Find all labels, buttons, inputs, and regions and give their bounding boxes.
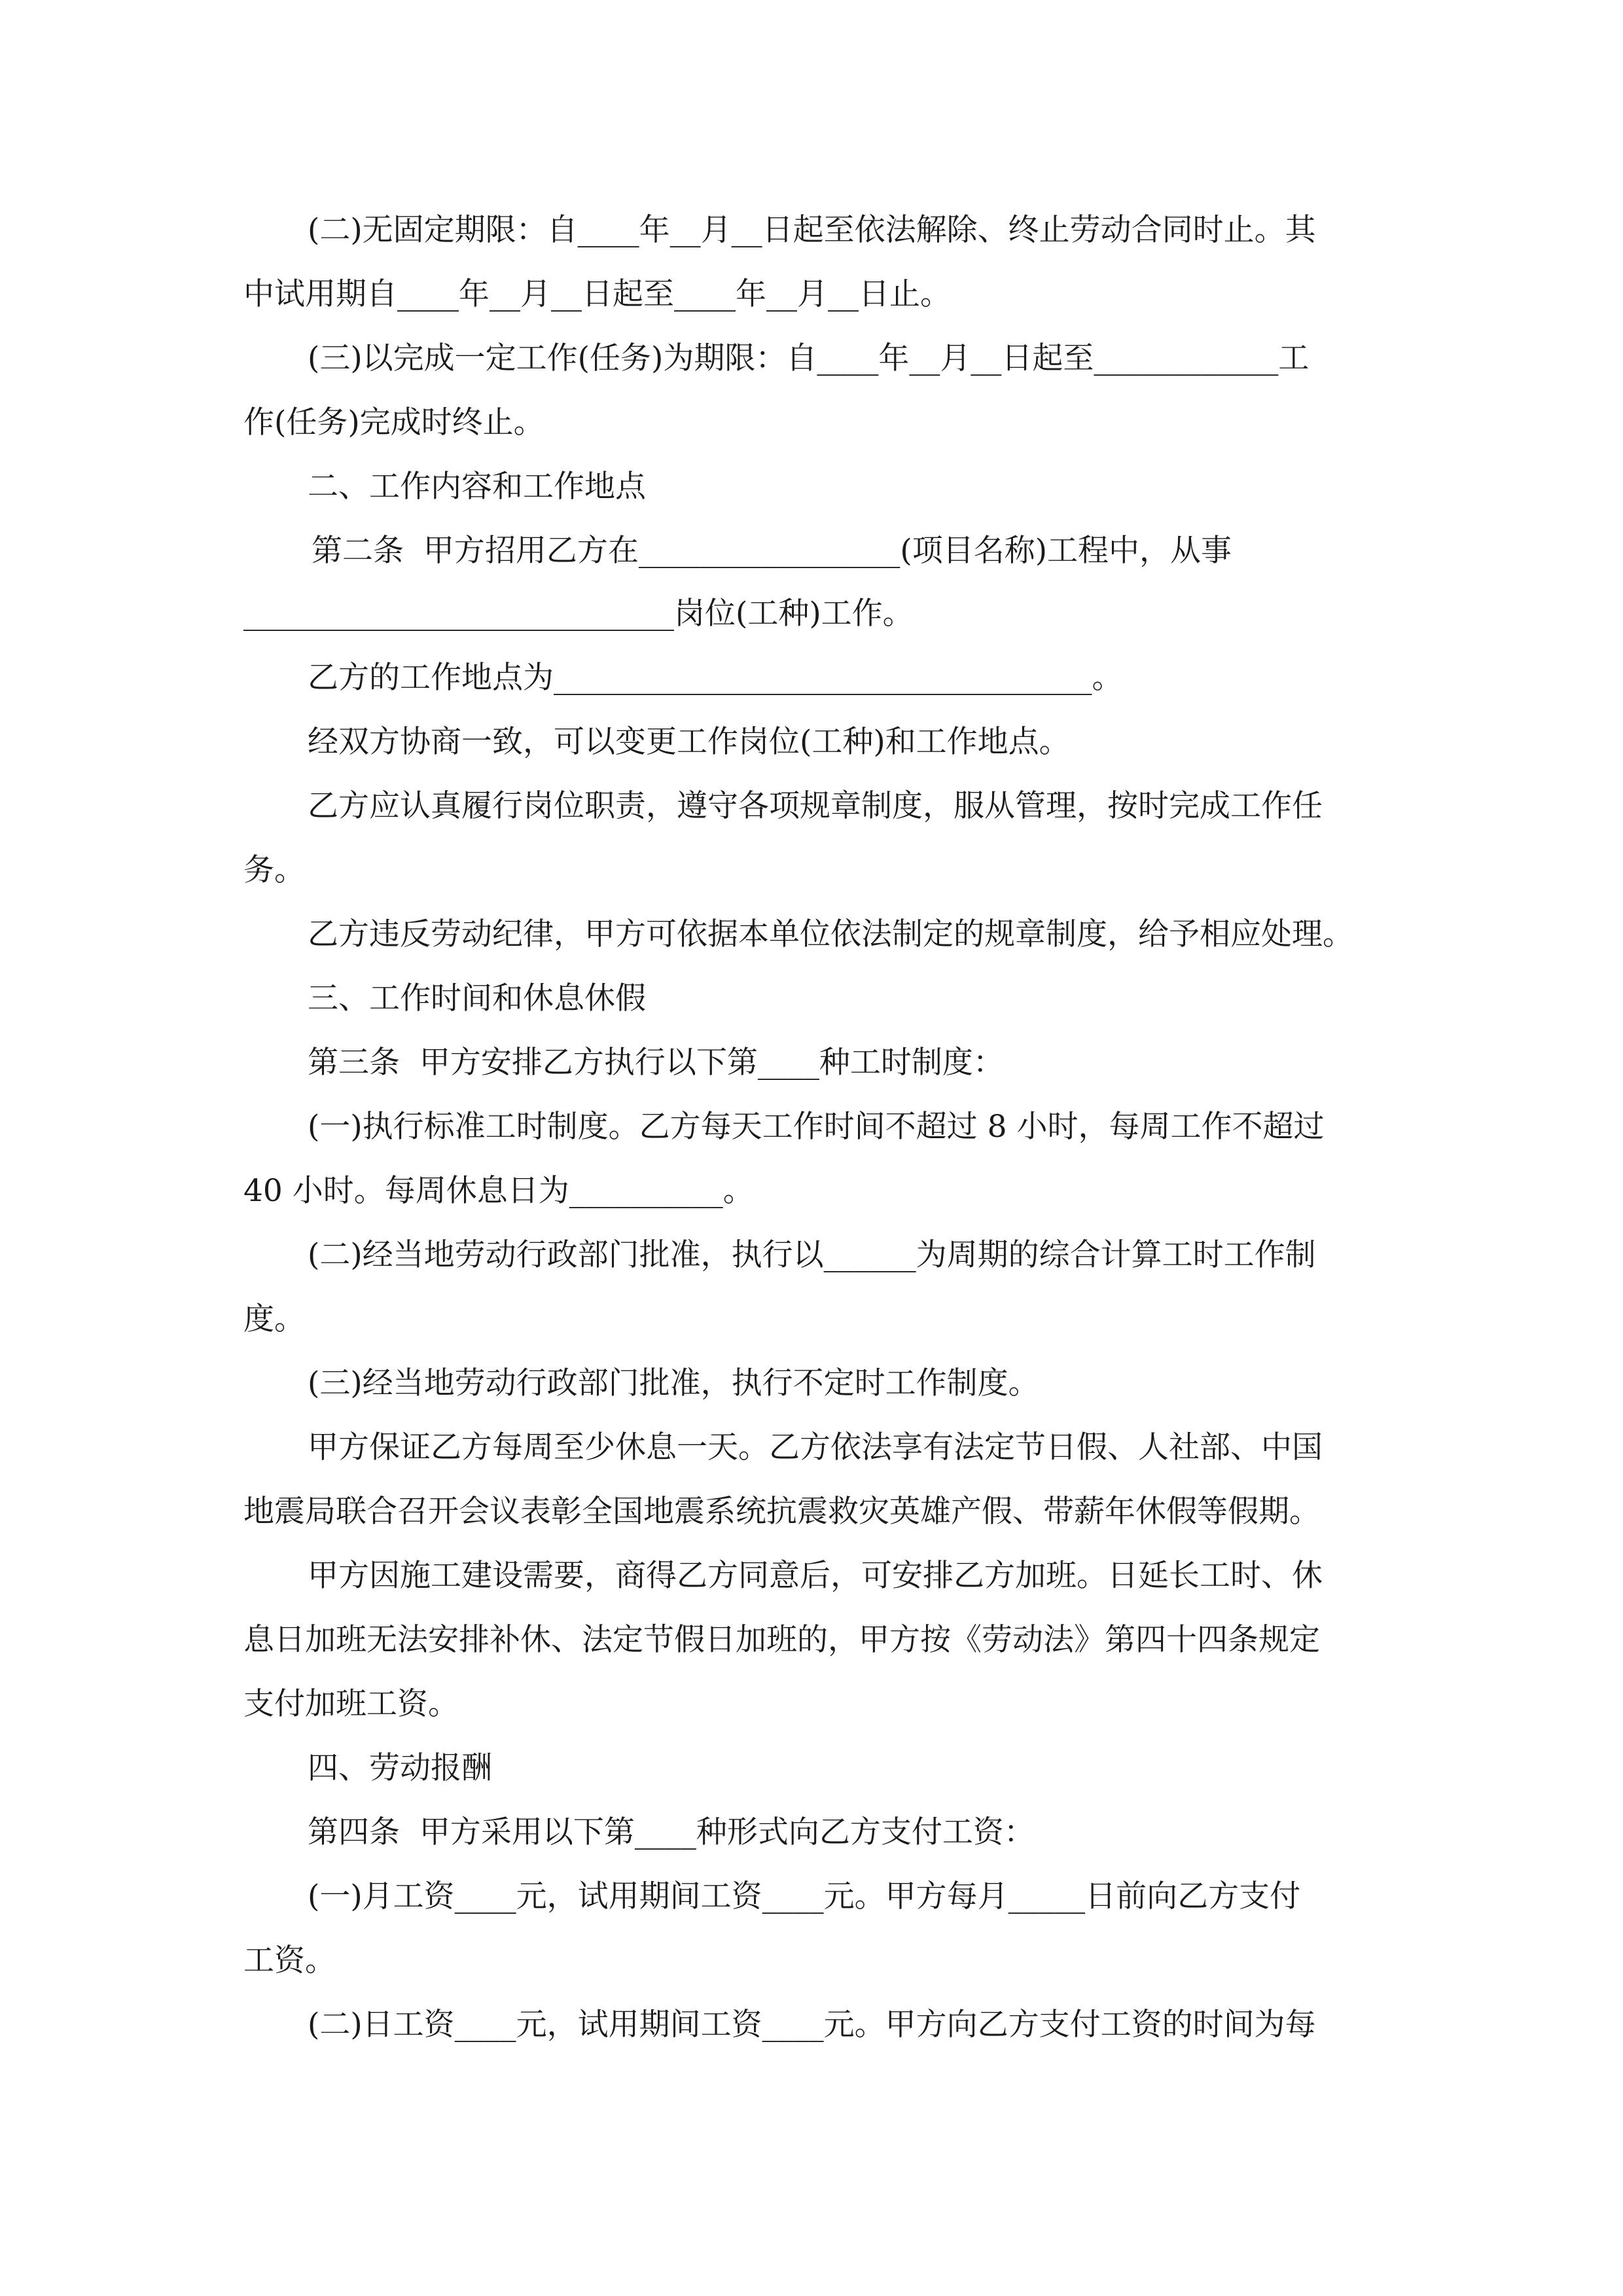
article-line: 第二条 甲方招用乙方在_________________(项目名称)工程中，从事 (312, 533, 1232, 569)
paragraph-line: 乙方应认真履行岗位职责，遵守各项规章制度，服从管理，按时完成工作任 (308, 788, 1323, 824)
paragraph-line: 经双方协商一致，可以变更工作岗位(工种)和工作地点。 (308, 724, 1070, 760)
paragraph-line: 乙方的工作地点为___________________________________。 (308, 660, 1123, 696)
paragraph-line: 甲方保证乙方每周至少休息一天。乙方依法享有法定节日假、人社部、中国 (308, 1429, 1323, 1465)
paragraph-line: ____________________________岗位(工种)工作。 (243, 596, 914, 632)
paragraph-line: 乙方违反劳动纪律，甲方可依据本单位依法制定的规章制度，给予相应处理。 (308, 916, 1353, 952)
paragraph-line: 中试用期自____年__月__日起至____年__月__日止。 (243, 276, 951, 312)
section-heading: 三、工作时间和休息休假 (308, 980, 646, 1016)
section-heading: 四、劳动报酬 (308, 1750, 492, 1786)
paragraph-line: 度。 (243, 1301, 305, 1337)
paragraph-line: (二)经当地劳动行政部门批准，执行以______为周期的综合计算工时工作制 (308, 1237, 1316, 1273)
paragraph-line: 作(任务)完成时终止。 (243, 404, 544, 440)
paragraph-line: 支付加班工资。 (243, 1686, 459, 1722)
section-heading: 二、工作内容和工作地点 (308, 469, 646, 505)
paragraph-line: (一)执行标准工时制度。乙方每天工作时间不超过 8 小时，每周工作不超过 (308, 1109, 1325, 1145)
paragraph-line: (二)日工资____元，试用期间工资____元。甲方向乙方支付工资的时间为每 (308, 2007, 1316, 2043)
paragraph-line: (三)经当地劳动行政部门批准，执行不定时工作制度。 (308, 1365, 1039, 1401)
article-line: 第三条 甲方安排乙方执行以下第____种工时制度： (308, 1045, 1004, 1081)
paragraph-line: 40 小时。每周休息日为__________。 (243, 1173, 754, 1209)
paragraph-line: 工资。 (243, 1943, 336, 1979)
paragraph-line: (三)以完成一定工作(任务)为期限：自____年__月__日起至____________工 (308, 340, 1310, 376)
paragraph-line: 地震局联合召开会议表彰全国地震系统抗震救灾英雄产假、带薪年休假等假期。 (243, 1494, 1320, 1530)
paragraph-line: (二)无固定期限：自____年__月__日起至依法解除、终止劳动合同时止。其 (308, 212, 1316, 248)
paragraph-line: (一)月工资____元，试用期间工资____元。甲方每月_____日前向乙方支付 (308, 1878, 1301, 1914)
paragraph-line: 息日加班无法安排补休、法定节假日加班的，甲方按《劳动法》第四十四条规定 (243, 1622, 1320, 1658)
paragraph-line: 务。 (243, 852, 305, 888)
article-line: 第四条 甲方采用以下第____种形式向乙方支付工资： (308, 1814, 1035, 1850)
paragraph-line: 甲方因施工建设需要，商得乙方同意后，可安排乙方加班。日延长工时、休 (308, 1558, 1323, 1594)
